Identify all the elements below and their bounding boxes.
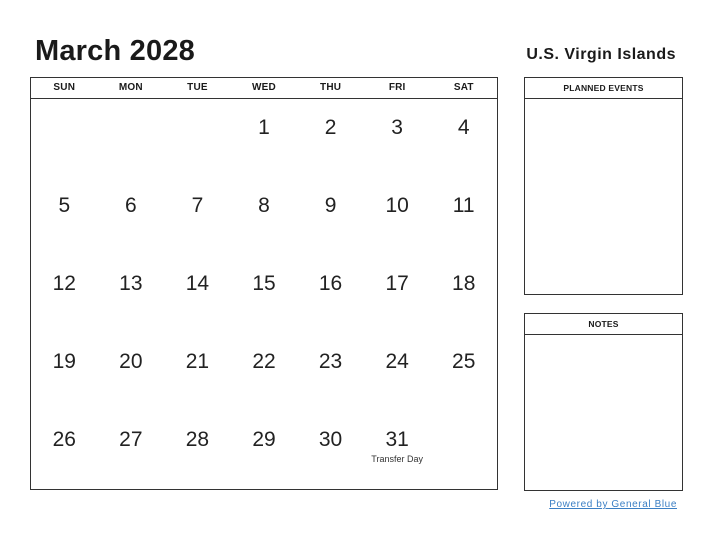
day-cell	[364, 177, 431, 255]
day-cell	[231, 177, 298, 255]
day-number: 11	[452, 194, 475, 217]
day-number: 21	[185, 350, 210, 373]
day-cell	[364, 333, 431, 411]
day-cell	[164, 333, 231, 411]
day-number: 29	[252, 428, 276, 451]
day-cell	[430, 411, 497, 489]
weekday-sat: SAT	[453, 82, 474, 93]
day-cell	[364, 99, 431, 177]
day-cell	[430, 333, 497, 411]
weekday-mon: MON	[118, 82, 143, 93]
weekday-wed: WED	[252, 82, 276, 93]
region-label: U.S. Virgin Islands	[526, 46, 676, 63]
day-number: 5	[58, 194, 71, 217]
weekday-tue: TUE	[187, 82, 208, 93]
day-number: 1	[258, 116, 270, 139]
day-cell	[297, 255, 364, 333]
day-number: 26	[52, 428, 76, 451]
day-number: 13	[119, 272, 143, 295]
day-cell	[98, 177, 165, 255]
day-cell	[164, 411, 231, 489]
day-cell	[164, 99, 231, 177]
planned-events-heading: PLANNED EVENTS	[525, 78, 682, 99]
powered-by-link[interactable]: Powered by General Blue	[549, 499, 677, 510]
day-number: 4	[457, 116, 470, 139]
day-cell	[430, 177, 497, 255]
day-cell	[297, 99, 364, 177]
weekday-header-row	[31, 78, 497, 99]
day-cell	[98, 411, 165, 489]
weekday-fri: FRI	[388, 82, 406, 93]
day-cell	[31, 255, 98, 333]
day-number: 15	[252, 272, 276, 295]
notes-heading: NOTES	[525, 314, 682, 335]
notes-box	[524, 313, 683, 491]
day-number: 24	[385, 350, 409, 373]
day-cell	[364, 255, 431, 333]
day-cell	[297, 411, 364, 489]
day-number: 8	[258, 194, 270, 217]
day-number: 20	[119, 350, 143, 373]
page-title: March 2028	[35, 35, 195, 67]
weekday-thu: THU	[320, 82, 342, 93]
day-cell	[364, 411, 431, 489]
day-cell	[231, 99, 298, 177]
day-cell	[31, 411, 98, 489]
day-cell	[430, 255, 497, 333]
day-cell	[31, 177, 98, 255]
day-cell	[430, 99, 497, 177]
day-number: 19	[52, 350, 76, 373]
day-number: 14	[185, 272, 210, 295]
day-number: 2	[324, 116, 337, 139]
day-number: 17	[385, 272, 409, 295]
day-number: 12	[52, 272, 76, 295]
day-number: 25	[452, 350, 476, 373]
day-cell	[164, 255, 231, 333]
day-number: 28	[185, 428, 210, 451]
planned-events-box	[524, 77, 683, 295]
day-cell	[297, 177, 364, 255]
day-cell	[31, 99, 98, 177]
weekday-sun: SUN	[53, 82, 76, 93]
day-cell	[297, 333, 364, 411]
day-cell	[98, 99, 165, 177]
day-number: 10	[385, 194, 409, 217]
day-number: 31	[385, 428, 409, 451]
day-number: 9	[324, 194, 337, 217]
day-number: 18	[452, 272, 476, 295]
day-cell	[98, 255, 165, 333]
calendar-grid	[30, 77, 498, 490]
day-cell	[31, 333, 98, 411]
day-number: 6	[125, 194, 137, 217]
day-number: 27	[119, 428, 143, 451]
day-cell	[98, 333, 165, 411]
day-cell	[231, 255, 298, 333]
day-number: 22	[252, 350, 276, 373]
day-grid	[31, 99, 497, 489]
holiday-label: Transfer Day	[371, 454, 423, 464]
day-number: 30	[318, 428, 343, 451]
day-number: 7	[191, 194, 204, 217]
day-cell	[231, 333, 298, 411]
day-cell	[164, 177, 231, 255]
day-number: 23	[318, 350, 343, 373]
day-cell	[231, 411, 298, 489]
day-number: 3	[391, 116, 403, 139]
day-number: 16	[318, 272, 343, 295]
